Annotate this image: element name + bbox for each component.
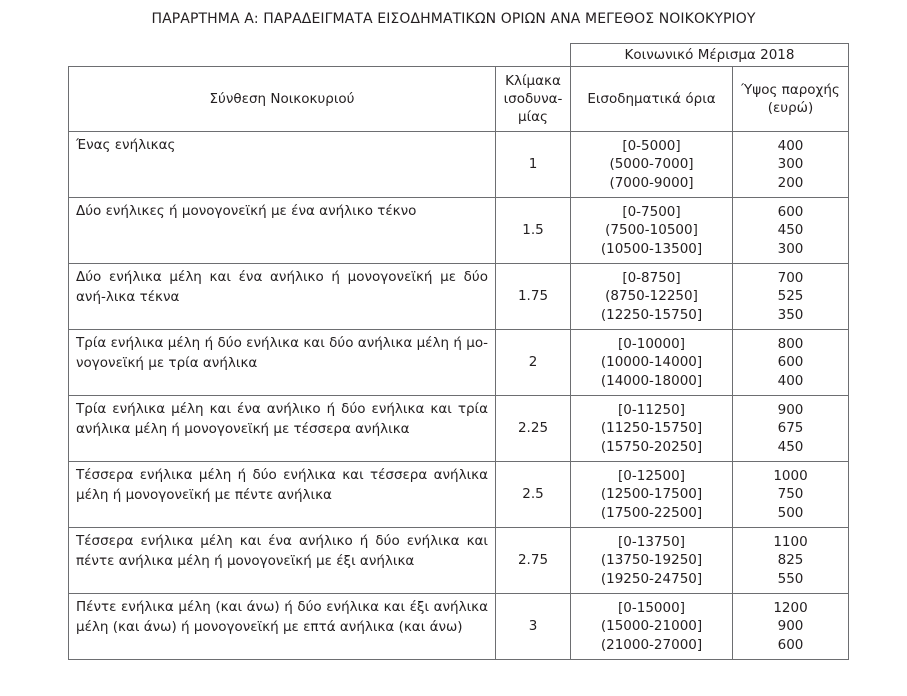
table-row [69, 396, 849, 462]
limits-cell [571, 528, 733, 594]
amounts-cell [733, 594, 849, 660]
header-amount [733, 67, 849, 132]
amount-value: 500 [777, 504, 804, 521]
group-header-row [69, 44, 849, 67]
limit-value: (10000-14000] [600, 354, 703, 371]
header-scale-line: ισοδυνα- [503, 91, 563, 107]
scale-cell: 2.5 [496, 462, 571, 528]
limits-cell [571, 330, 733, 396]
header-amount-line: (ευρώ) [767, 100, 814, 116]
table-row [69, 198, 849, 264]
page-title: ΠΑΡΑΡΤΗΜΑ Α: ΠΑΡΑΔΕΙΓΜΑΤΑ ΕΙΣΟΔΗΜΑΤΙΚΩΝ ΟΡΙΩΝ ΑΝΑ ΜΕΓΕΘΟΣ ΝΟΙΚΟΚΥΡΙΟΥ [151, 11, 756, 27]
amount-value: 525 [777, 288, 804, 305]
amount-value: 300 [777, 240, 804, 257]
limit-value: (7000-9000] [609, 174, 694, 191]
scale-cell: 3 [496, 594, 571, 660]
limit-value: (12500-17500] [600, 486, 703, 503]
amount-value: 600 [777, 354, 804, 371]
amount-value: 600 [777, 636, 804, 653]
limit-value: (5000-7000] [609, 156, 694, 173]
amount-value: 200 [777, 174, 804, 191]
table-row [69, 462, 849, 528]
amount-value: 550 [777, 570, 804, 587]
header-scale-line: Κλίμακα [505, 73, 561, 89]
limits-cell [571, 396, 733, 462]
limit-value: (19250-24750] [600, 570, 703, 587]
scale-cell: 2 [496, 330, 571, 396]
composition-cell: Δύο ενήλικα μέλη και ένα ανήλικο ή μονογονεϊκή με δύο ανή-λικα τέκνα [69, 264, 496, 330]
scale-cell: 1.5 [496, 198, 571, 264]
header-scale [496, 67, 571, 132]
table-row [69, 264, 849, 330]
amounts-cell [733, 198, 849, 264]
limit-value: [0-10000] [618, 335, 685, 352]
amounts-cell [733, 462, 849, 528]
amount-value: 825 [777, 552, 804, 569]
limit-value: [0-5000] [622, 137, 681, 154]
amount-value: 600 [777, 203, 804, 220]
limit-value: (17500-22500] [600, 504, 703, 521]
scale-cell: 2.25 [496, 396, 571, 462]
composition-cell: Τρία ενήλικα μέλη ή δύο ενήλικα και δύο ανήλικα μέλη ή μο-νογονεϊκή με τρία ανήλικα [69, 330, 496, 396]
table-row [69, 330, 849, 396]
amounts-cell [733, 330, 849, 396]
limit-value: [0-13750] [618, 533, 685, 550]
limit-value: (10500-13500] [600, 240, 703, 257]
amount-value: 1200 [773, 599, 808, 616]
amount-value: 900 [777, 618, 804, 635]
amounts-cell [733, 132, 849, 198]
amount-value: 700 [777, 269, 804, 286]
amounts-cell [733, 528, 849, 594]
composition-cell: Τέσσερα ενήλικα μέλη ή δύο ενήλικα και τέσσερα ανήλικα μέλη ή μονογονεϊκή με πέντε ανήλικα [69, 462, 496, 528]
header-composition: Σύνθεση Νοικοκυριού [69, 67, 496, 132]
limit-value: (8750-12250] [605, 288, 698, 305]
limits-cell [571, 132, 733, 198]
limit-value: [0-7500] [622, 203, 681, 220]
group-header: Κοινωνικό Μέρισμα 2018 [571, 44, 849, 67]
amount-value: 800 [777, 335, 804, 352]
table-row [69, 528, 849, 594]
amount-value: 350 [777, 306, 804, 323]
composition-cell: Πέντε ενήλικα μέλη (και άνω) ή δύο ενήλικα και έξι ανήλικα μέλη (και άνω) ή μονογονεϊκή με επτά ανήλικα (και άνω) [69, 594, 496, 660]
amount-value: 900 [777, 401, 804, 418]
scale-cell: 1.75 [496, 264, 571, 330]
limit-value: (11250-15750] [600, 420, 703, 437]
scale-cell: 1 [496, 132, 571, 198]
amounts-cell [733, 264, 849, 330]
amount-value: 1000 [773, 467, 808, 484]
income-limits-table [68, 43, 849, 660]
amounts-cell [733, 396, 849, 462]
limit-value: [0-11250] [618, 401, 685, 418]
amount-value: 400 [777, 137, 804, 154]
limits-cell [571, 594, 733, 660]
column-header-row [69, 67, 849, 132]
limit-value: (15750-20250] [600, 438, 703, 455]
composition-cell: Τρία ενήλικα μέλη και ένα ανήλικο ή δύο ενήλικα και τρία ανήλικα μέλη ή μονογονεϊκή με τέσσερα ανήλικα [69, 396, 496, 462]
table-row [69, 132, 849, 198]
composition-cell: Ένας ενήλικας [69, 132, 496, 198]
composition-cell: Δύο ενήλικες ή μονογονεϊκή με ένα ανήλικο τέκνο [69, 198, 496, 264]
limits-cell [571, 264, 733, 330]
limits-cell [571, 462, 733, 528]
limit-value: (14000-18000] [600, 372, 703, 389]
composition-cell: Τέσσερα ενήλικα μέλη και ένα ανήλικο ή δύο ενήλικα και πέντε ανήλικα μέλη ή μονογονεϊκή με έξι ανήλικα [69, 528, 496, 594]
amount-value: 300 [777, 156, 804, 173]
limit-value: [0-8750] [622, 269, 681, 286]
amount-value: 450 [777, 438, 804, 455]
amount-value: 675 [777, 420, 804, 437]
blank-cell [69, 44, 571, 67]
amount-value: 750 [777, 486, 804, 503]
header-limits: Εισοδηματικά όρια [571, 67, 733, 132]
header-amount-line: Ύψος παροχής [741, 82, 840, 98]
table-row [69, 594, 849, 660]
limit-value: (21000-27000] [600, 636, 703, 653]
limit-value: (15000-21000] [600, 618, 703, 635]
amount-value: 400 [777, 372, 804, 389]
amount-value: 450 [777, 222, 804, 239]
limit-value: (12250-15750] [600, 306, 703, 323]
limits-cell [571, 198, 733, 264]
limit-value: (7500-10500] [605, 222, 698, 239]
scale-cell: 2.75 [496, 528, 571, 594]
limit-value: (13750-19250] [600, 552, 703, 569]
amount-value: 1100 [773, 533, 808, 550]
header-scale-line: μίας [518, 109, 548, 125]
limit-value: [0-15000] [618, 599, 685, 616]
limit-value: [0-12500] [618, 467, 685, 484]
